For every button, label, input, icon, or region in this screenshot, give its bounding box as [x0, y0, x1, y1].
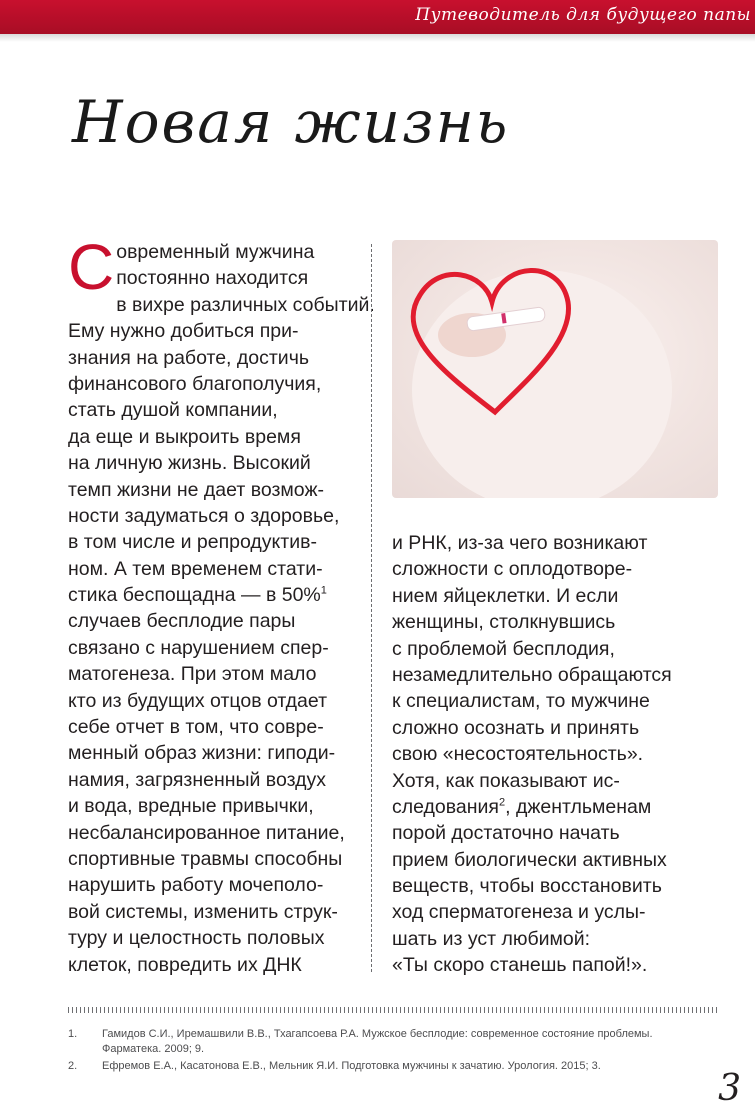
article-line: туру и целостность половых — [68, 927, 325, 950]
article-line: кто из будущих отцов отдает — [68, 689, 328, 712]
article-line-text: следования — [392, 795, 499, 818]
footnote-number: 1. — [68, 1028, 78, 1040]
article-line: и вода, вредные привычки, — [68, 795, 314, 818]
article-line-text: , джентльменам — [505, 795, 652, 818]
article-right-column — [392, 530, 692, 979]
article-line: порой достаточно начать — [392, 822, 620, 845]
article-line: связано с нарушением спер- — [68, 636, 329, 659]
article-line: финансового благополучия, — [68, 372, 322, 395]
article-line: и РНК, из-за чего возникают — [392, 532, 648, 554]
article-line: веществ, чтобы восстановить — [392, 875, 662, 898]
article-line: Ему нужно добиться при- — [68, 320, 299, 343]
article-line: шать из уст любимой: — [392, 927, 591, 950]
article-line: с проблемой бесплодия, — [392, 637, 615, 660]
article-line: намия, загрязненный воздух — [68, 768, 326, 791]
footnote-text: Ефремов Е.А., Касатонова Е.В., Мельник Я.И. Подготовка мужчины к зачатию. Урология. 2015; 3. — [102, 1060, 601, 1072]
article-line: себе отчет в том, что совре- — [68, 716, 324, 739]
article-line: несбалансированное питание, — [68, 821, 345, 844]
article-line: ном. А тем временем стати- — [68, 557, 323, 580]
header-label: Путеводитель для будущего папы — [415, 5, 751, 25]
article-line: стать душой компании, — [68, 399, 278, 422]
article-line: постоянно находится — [116, 267, 309, 290]
article-line: «Ты скоро станешь папой!». — [392, 954, 648, 977]
article-line-text: стика беспощадна — в 50% — [68, 584, 321, 607]
header-band-shadow — [0, 34, 755, 42]
article-line: матогенеза. При этом мало — [68, 663, 317, 686]
heart-illustration — [392, 240, 718, 498]
article-line: женщины, столкнувшись — [392, 611, 616, 634]
article-line: свою «несостоятельность». — [392, 743, 644, 766]
footnote-rule — [68, 1007, 718, 1013]
footnote — [68, 1059, 708, 1074]
article-line: менный образ жизни: гиподи- — [68, 742, 336, 765]
article-line: нарушить работу мочеполо- — [68, 874, 324, 897]
footnote-ref-2: 2 — [498, 796, 506, 809]
footnote-text: Гамидов С.И., Иремашвили В.В., Тхагапсоева Р.А. Мужское бесплодие: современное состояние проблемы. Фарматека. 2009; 9. — [102, 1028, 653, 1055]
footnote-ref-1: 1 — [320, 584, 327, 597]
article-line: знания на работе, достичь — [68, 346, 310, 369]
article-line: ход сперматогенеза и услы- — [392, 901, 646, 924]
article-line: ности задуматься о здоровье, — [68, 504, 340, 527]
article-line: овременный мужчина — [116, 241, 315, 263]
article-line: клеток, повредить их ДНК — [68, 953, 302, 976]
article-line-with-note — [392, 794, 692, 820]
page-title: Новая жизнь — [72, 88, 510, 156]
article-line: Хотя, как показывают ис- — [392, 769, 620, 792]
article-line-with-note — [68, 582, 358, 608]
article-line: в вихре различных событий. — [116, 293, 375, 316]
article-line: сложности с оплодотворе- — [392, 558, 633, 581]
article-line: случаев бесплодие пары — [68, 610, 296, 633]
footnotes — [68, 1027, 708, 1076]
article-line: к специалистам, то мужчине — [392, 690, 650, 713]
figure-shape — [412, 270, 672, 498]
article-line: сложно осознать и принять — [392, 716, 640, 739]
article-line: вой системы, изменить струк- — [68, 900, 338, 923]
footnote — [68, 1027, 708, 1057]
article-left-column — [68, 231, 375, 978]
article-line: прием биологически активных — [392, 848, 667, 871]
article-line: в том числе и репродуктив- — [68, 531, 317, 554]
heart-photo — [392, 240, 718, 498]
article-line: нием яйцеклетки. И если — [392, 584, 619, 607]
article-line: незамедлительно обращаются — [392, 663, 672, 686]
article-line: спортивные травмы способны — [68, 847, 343, 870]
page-number: 3 — [718, 1068, 741, 1109]
article-line: на личную жизнь. Высокий — [68, 452, 311, 475]
article-line: да еще и выкроить время — [68, 425, 301, 448]
drop-cap: С — [68, 231, 115, 303]
column-divider — [371, 244, 372, 972]
footnote-number: 2. — [68, 1060, 78, 1072]
article-line: темп жизни не дает возмож- — [68, 478, 324, 501]
